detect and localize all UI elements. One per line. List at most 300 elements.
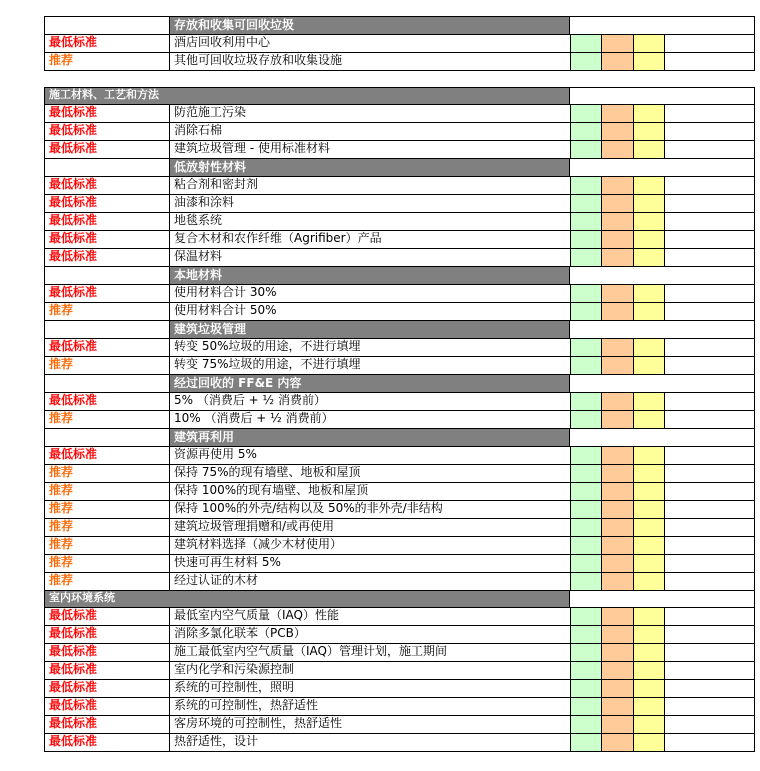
yellow-check-cell[interactable] bbox=[633, 536, 664, 554]
grid-line bbox=[169, 284, 170, 321]
grid-line bbox=[44, 500, 754, 501]
green-check-cell[interactable] bbox=[570, 500, 601, 518]
grid-line bbox=[44, 140, 754, 141]
grid-line bbox=[633, 392, 634, 429]
yellow-check-cell[interactable] bbox=[633, 464, 664, 482]
grid-line bbox=[169, 338, 170, 375]
item-text: 5% （消费后 + ½ 消费前） bbox=[174, 393, 326, 407]
grid-line bbox=[633, 284, 634, 321]
table-row bbox=[0, 52, 760, 70]
green-check-cell[interactable] bbox=[570, 482, 601, 500]
grid-line bbox=[570, 266, 754, 267]
grid-line bbox=[601, 104, 602, 159]
recommended-label: 推荐 bbox=[49, 537, 74, 551]
required-label: 最低标准 bbox=[49, 35, 98, 49]
notes-cell[interactable] bbox=[664, 284, 754, 302]
required-label: 最低标准 bbox=[49, 447, 98, 461]
orange-check-cell[interactable] bbox=[601, 661, 633, 679]
green-check-cell[interactable] bbox=[570, 122, 601, 140]
grid-line bbox=[601, 446, 602, 591]
subsection-header bbox=[0, 320, 760, 338]
grid-line bbox=[44, 104, 754, 105]
yellow-check-cell[interactable] bbox=[633, 356, 664, 374]
orange-check-cell[interactable] bbox=[601, 500, 633, 518]
grid-line bbox=[44, 176, 45, 267]
notes-cell[interactable] bbox=[664, 248, 754, 266]
grid-line bbox=[754, 16, 755, 34]
grid-line bbox=[44, 679, 754, 680]
item-text: 经过认证的木材 bbox=[174, 573, 259, 587]
grid-line bbox=[169, 158, 170, 176]
notes-cell[interactable] bbox=[664, 410, 754, 428]
orange-check-cell[interactable] bbox=[601, 392, 633, 410]
grid-line bbox=[633, 176, 634, 267]
orange-check-cell[interactable] bbox=[601, 536, 633, 554]
required-label: 最低标准 bbox=[49, 105, 98, 119]
grid-line bbox=[44, 607, 45, 752]
yellow-check-cell[interactable] bbox=[633, 643, 664, 661]
green-check-cell[interactable] bbox=[570, 661, 601, 679]
yellow-check-cell[interactable] bbox=[633, 230, 664, 248]
grid-line bbox=[44, 104, 45, 159]
table-row bbox=[0, 500, 760, 518]
grid-line bbox=[664, 338, 665, 375]
notes-cell[interactable] bbox=[664, 554, 754, 572]
item-text: 使用材料合计 50% bbox=[174, 303, 277, 317]
item-text: 油漆和涂料 bbox=[174, 195, 235, 209]
grid-line bbox=[754, 104, 755, 159]
grid-line bbox=[44, 158, 570, 159]
green-check-cell[interactable] bbox=[570, 212, 601, 230]
grid-line bbox=[664, 176, 665, 267]
subsection-header bbox=[0, 158, 760, 176]
grid-line bbox=[44, 482, 754, 483]
orange-check-cell[interactable] bbox=[601, 52, 633, 70]
yellow-check-cell[interactable] bbox=[633, 248, 664, 266]
green-check-cell[interactable] bbox=[570, 536, 601, 554]
orange-check-cell[interactable] bbox=[601, 34, 633, 52]
green-check-cell[interactable] bbox=[570, 230, 601, 248]
green-check-cell[interactable] bbox=[570, 572, 601, 590]
orange-check-cell[interactable] bbox=[601, 679, 633, 697]
green-check-cell[interactable] bbox=[570, 392, 601, 410]
item-text: 保持 100%的外壳/结构以及 50%的非外壳/非结构 bbox=[174, 501, 443, 515]
yellow-check-cell[interactable] bbox=[633, 607, 664, 625]
notes-cell[interactable] bbox=[664, 104, 754, 122]
yellow-check-cell[interactable] bbox=[633, 572, 664, 590]
table-row bbox=[0, 446, 760, 464]
green-check-cell[interactable] bbox=[570, 643, 601, 661]
orange-check-cell[interactable] bbox=[601, 625, 633, 643]
item-text: 室内化学和污染源控制 bbox=[174, 662, 295, 676]
item-text: 消除石棉 bbox=[174, 123, 223, 137]
subsection-title: 建筑再利用 bbox=[169, 428, 570, 446]
yellow-check-cell[interactable] bbox=[633, 661, 664, 679]
notes-cell[interactable] bbox=[664, 482, 754, 500]
grid-line bbox=[44, 733, 754, 734]
grid-line bbox=[754, 34, 755, 71]
yellow-check-cell[interactable] bbox=[633, 122, 664, 140]
grid-line bbox=[633, 104, 634, 159]
required-label: 最低标准 bbox=[49, 141, 98, 155]
table-row bbox=[0, 733, 760, 751]
orange-check-cell[interactable] bbox=[601, 338, 633, 356]
table-row bbox=[0, 34, 760, 52]
yellow-check-cell[interactable] bbox=[633, 446, 664, 464]
orange-check-cell[interactable] bbox=[601, 715, 633, 733]
orange-check-cell[interactable] bbox=[601, 104, 633, 122]
grid-line bbox=[44, 284, 45, 321]
yellow-check-cell[interactable] bbox=[633, 302, 664, 320]
table-row bbox=[0, 679, 760, 697]
table-row bbox=[0, 356, 760, 374]
item-text: 粘合剂和密封剂 bbox=[174, 177, 259, 191]
orange-check-cell[interactable] bbox=[601, 230, 633, 248]
green-check-cell[interactable] bbox=[570, 176, 601, 194]
grid-line bbox=[44, 607, 754, 608]
yellow-check-cell[interactable] bbox=[633, 715, 664, 733]
grid-line bbox=[44, 518, 754, 519]
grid-line bbox=[570, 158, 754, 159]
table-row bbox=[0, 661, 760, 679]
recommended-label: 推荐 bbox=[49, 53, 74, 67]
item-text: 地毯系统 bbox=[174, 213, 223, 227]
green-check-cell[interactable] bbox=[570, 554, 601, 572]
green-check-cell[interactable] bbox=[570, 356, 601, 374]
green-check-cell[interactable] bbox=[570, 625, 601, 643]
grid-line bbox=[601, 392, 602, 429]
recommended-label: 推荐 bbox=[49, 483, 74, 497]
orange-check-cell[interactable] bbox=[601, 572, 633, 590]
orange-check-cell[interactable] bbox=[601, 248, 633, 266]
grid-line bbox=[44, 266, 570, 267]
orange-check-cell[interactable] bbox=[601, 302, 633, 320]
grid-line bbox=[44, 428, 45, 446]
required-label: 最低标准 bbox=[49, 177, 98, 191]
required-label: 最低标准 bbox=[49, 231, 98, 245]
green-check-cell[interactable] bbox=[570, 194, 601, 212]
orange-check-cell[interactable] bbox=[601, 554, 633, 572]
grid-line bbox=[44, 176, 754, 177]
table-row bbox=[0, 140, 760, 158]
table-row bbox=[0, 554, 760, 572]
notes-cell[interactable] bbox=[664, 140, 754, 158]
section-header bbox=[0, 87, 760, 104]
required-label: 最低标准 bbox=[49, 698, 98, 712]
green-check-cell[interactable] bbox=[570, 140, 601, 158]
item-text: 建筑材料选择（减少木材使用） bbox=[174, 537, 343, 551]
grid-line bbox=[44, 590, 570, 591]
item-text: 酒店回收利用中心 bbox=[174, 35, 271, 49]
yellow-check-cell[interactable] bbox=[633, 212, 664, 230]
item-text: 防范施工污染 bbox=[174, 105, 247, 119]
notes-cell[interactable] bbox=[664, 176, 754, 194]
grid-line bbox=[169, 428, 170, 446]
orange-check-cell[interactable] bbox=[601, 122, 633, 140]
notes-cell[interactable] bbox=[664, 338, 754, 356]
grid-line bbox=[44, 158, 45, 176]
green-check-cell[interactable] bbox=[570, 679, 601, 697]
table-row bbox=[0, 104, 760, 122]
grid-line bbox=[44, 320, 570, 321]
grid-line bbox=[169, 34, 170, 71]
orange-check-cell[interactable] bbox=[601, 284, 633, 302]
notes-cell[interactable] bbox=[664, 643, 754, 661]
table-row bbox=[0, 122, 760, 140]
yellow-check-cell[interactable] bbox=[633, 625, 664, 643]
grid-line bbox=[570, 446, 571, 591]
grid-line bbox=[570, 104, 571, 159]
grid-line bbox=[169, 374, 170, 392]
table-row bbox=[0, 284, 760, 302]
grid-line bbox=[664, 104, 665, 159]
grid-line bbox=[44, 34, 754, 35]
yellow-check-cell[interactable] bbox=[633, 52, 664, 70]
green-check-cell[interactable] bbox=[570, 248, 601, 266]
green-check-cell[interactable] bbox=[570, 715, 601, 733]
item-text: 施工最低室内空气质量（IAQ）管理计划，施工期间 bbox=[174, 644, 447, 658]
yellow-check-cell[interactable] bbox=[633, 410, 664, 428]
green-check-cell[interactable] bbox=[570, 464, 601, 482]
notes-cell[interactable] bbox=[664, 697, 754, 715]
notes-cell[interactable] bbox=[664, 230, 754, 248]
subsection-title: 经过回收的 FF&E 内容 bbox=[169, 374, 570, 392]
required-label: 最低标准 bbox=[49, 662, 98, 676]
grid-line bbox=[754, 320, 755, 338]
grid-line bbox=[44, 464, 754, 465]
section-header bbox=[0, 590, 760, 607]
grid-line bbox=[570, 284, 571, 321]
green-check-cell[interactable] bbox=[570, 410, 601, 428]
green-check-cell[interactable] bbox=[570, 302, 601, 320]
grid-line bbox=[569, 374, 570, 392]
grid-line bbox=[169, 16, 170, 34]
notes-cell[interactable] bbox=[664, 464, 754, 482]
table-row bbox=[0, 643, 760, 661]
grid-line bbox=[601, 338, 602, 375]
grid-line bbox=[44, 590, 45, 607]
recommended-label: 推荐 bbox=[49, 519, 74, 533]
table-row bbox=[0, 518, 760, 536]
grid-line bbox=[44, 52, 754, 53]
orange-check-cell[interactable] bbox=[601, 176, 633, 194]
grid-line bbox=[44, 320, 45, 338]
grid-line bbox=[44, 446, 754, 447]
grid-line bbox=[754, 446, 755, 591]
grid-line bbox=[44, 87, 45, 104]
required-label: 最低标准 bbox=[49, 734, 98, 748]
grid-line bbox=[44, 338, 754, 339]
grid-line bbox=[664, 607, 665, 752]
grid-line bbox=[44, 751, 754, 752]
notes-cell[interactable] bbox=[664, 661, 754, 679]
item-text: 资源再使用 5% bbox=[174, 447, 257, 461]
required-label: 最低标准 bbox=[49, 123, 98, 137]
grid-line bbox=[569, 320, 570, 338]
orange-check-cell[interactable] bbox=[601, 733, 633, 751]
grid-line bbox=[44, 697, 754, 698]
orange-check-cell[interactable] bbox=[601, 697, 633, 715]
notes-cell[interactable] bbox=[664, 679, 754, 697]
grid-line bbox=[754, 284, 755, 321]
required-label: 最低标准 bbox=[49, 285, 98, 299]
notes-cell[interactable] bbox=[664, 52, 754, 70]
notes-cell[interactable] bbox=[664, 392, 754, 410]
grid-line bbox=[44, 392, 45, 429]
orange-check-cell[interactable] bbox=[601, 140, 633, 158]
grid-line bbox=[570, 34, 571, 71]
grid-line bbox=[754, 176, 755, 267]
green-check-cell[interactable] bbox=[570, 446, 601, 464]
yellow-check-cell[interactable] bbox=[633, 554, 664, 572]
orange-check-cell[interactable] bbox=[601, 482, 633, 500]
required-label: 最低标准 bbox=[49, 213, 98, 227]
grid-line bbox=[44, 16, 45, 34]
yellow-check-cell[interactable] bbox=[633, 338, 664, 356]
green-check-cell[interactable] bbox=[570, 607, 601, 625]
grid-line bbox=[569, 87, 570, 104]
grid-line bbox=[44, 284, 754, 285]
item-text: 保温材料 bbox=[174, 249, 223, 263]
required-label: 最低标准 bbox=[49, 608, 98, 622]
grid-line bbox=[44, 643, 754, 644]
notes-cell[interactable] bbox=[664, 302, 754, 320]
grid-line bbox=[570, 338, 571, 375]
yellow-check-cell[interactable] bbox=[633, 176, 664, 194]
item-text: 转变 50%垃圾的用途，不进行填埋 bbox=[174, 339, 361, 353]
grid-line bbox=[44, 70, 754, 71]
yellow-check-cell[interactable] bbox=[633, 482, 664, 500]
notes-cell[interactable] bbox=[664, 607, 754, 625]
notes-cell[interactable] bbox=[664, 518, 754, 536]
grid-line bbox=[569, 590, 570, 607]
grid-line bbox=[664, 392, 665, 429]
section-title: 施工材料、工艺和方法 bbox=[44, 87, 570, 104]
recommended-label: 推荐 bbox=[49, 501, 74, 515]
subsection-title: 本地材料 bbox=[169, 266, 570, 284]
notes-cell[interactable] bbox=[664, 625, 754, 643]
green-check-cell[interactable] bbox=[570, 34, 601, 52]
grid-line bbox=[44, 428, 570, 429]
grid-line bbox=[754, 392, 755, 429]
grid-line bbox=[601, 34, 602, 71]
grid-line bbox=[570, 607, 571, 752]
yellow-check-cell[interactable] bbox=[633, 392, 664, 410]
yellow-check-cell[interactable] bbox=[633, 104, 664, 122]
yellow-check-cell[interactable] bbox=[633, 140, 664, 158]
grid-line bbox=[569, 266, 570, 284]
yellow-check-cell[interactable] bbox=[633, 733, 664, 751]
orange-check-cell[interactable] bbox=[601, 410, 633, 428]
grid-line bbox=[44, 374, 570, 375]
table-row bbox=[0, 212, 760, 230]
table-row bbox=[0, 572, 760, 590]
grid-line bbox=[754, 374, 755, 392]
grid-line bbox=[601, 607, 602, 752]
subsection-header bbox=[0, 428, 760, 446]
recommended-label: 推荐 bbox=[49, 357, 74, 371]
green-check-cell[interactable] bbox=[570, 518, 601, 536]
notes-cell[interactable] bbox=[664, 572, 754, 590]
yellow-check-cell[interactable] bbox=[633, 697, 664, 715]
table-row bbox=[0, 536, 760, 554]
notes-cell[interactable] bbox=[664, 446, 754, 464]
grid-line bbox=[601, 176, 602, 267]
orange-check-cell[interactable] bbox=[601, 643, 633, 661]
grid-line bbox=[569, 428, 570, 446]
grid-line bbox=[570, 392, 571, 429]
orange-check-cell[interactable] bbox=[601, 607, 633, 625]
grid-line bbox=[44, 661, 754, 662]
table-row bbox=[0, 697, 760, 715]
yellow-check-cell[interactable] bbox=[633, 500, 664, 518]
orange-check-cell[interactable] bbox=[601, 464, 633, 482]
yellow-check-cell[interactable] bbox=[633, 194, 664, 212]
orange-check-cell[interactable] bbox=[601, 518, 633, 536]
notes-cell[interactable] bbox=[664, 733, 754, 751]
item-text: 系统的可控制性，照明 bbox=[174, 680, 295, 694]
notes-cell[interactable] bbox=[664, 194, 754, 212]
notes-cell[interactable] bbox=[664, 212, 754, 230]
green-check-cell[interactable] bbox=[570, 697, 601, 715]
grid-line bbox=[44, 87, 570, 88]
orange-check-cell[interactable] bbox=[601, 212, 633, 230]
grid-line bbox=[570, 590, 754, 591]
required-label: 最低标准 bbox=[49, 195, 98, 209]
notes-cell[interactable] bbox=[664, 536, 754, 554]
green-check-cell[interactable] bbox=[570, 104, 601, 122]
grid-line bbox=[754, 87, 755, 104]
grid-line bbox=[169, 104, 170, 159]
grid-line bbox=[44, 248, 754, 249]
green-check-cell[interactable] bbox=[570, 52, 601, 70]
orange-check-cell[interactable] bbox=[601, 446, 633, 464]
notes-cell[interactable] bbox=[664, 34, 754, 52]
required-label: 最低标准 bbox=[49, 626, 98, 640]
item-text: 消除多氯化联苯（PCB） bbox=[174, 626, 306, 640]
subsection-header bbox=[0, 16, 760, 34]
grid-line bbox=[633, 607, 634, 752]
table-row bbox=[0, 715, 760, 733]
orange-check-cell[interactable] bbox=[601, 194, 633, 212]
green-check-cell[interactable] bbox=[570, 284, 601, 302]
notes-cell[interactable] bbox=[664, 715, 754, 733]
grid-line bbox=[169, 320, 170, 338]
required-label: 最低标准 bbox=[49, 644, 98, 658]
green-check-cell[interactable] bbox=[570, 733, 601, 751]
notes-cell[interactable] bbox=[664, 122, 754, 140]
green-check-cell[interactable] bbox=[570, 338, 601, 356]
notes-cell[interactable] bbox=[664, 356, 754, 374]
orange-check-cell[interactable] bbox=[601, 356, 633, 374]
yellow-check-cell[interactable] bbox=[633, 679, 664, 697]
grid-line bbox=[633, 338, 634, 375]
table-row bbox=[0, 392, 760, 410]
notes-cell[interactable] bbox=[664, 500, 754, 518]
subsection-title: 存放和收集可回收垃圾 bbox=[169, 16, 570, 34]
yellow-check-cell[interactable] bbox=[633, 518, 664, 536]
table-row bbox=[0, 482, 760, 500]
required-label: 最低标准 bbox=[49, 393, 98, 407]
required-label: 最低标准 bbox=[49, 339, 98, 353]
yellow-check-cell[interactable] bbox=[633, 284, 664, 302]
grid-line bbox=[44, 446, 45, 591]
grid-line bbox=[44, 392, 754, 393]
yellow-check-cell[interactable] bbox=[633, 34, 664, 52]
table-row bbox=[0, 625, 760, 643]
item-text: 其他可回收垃圾存放和收集设施 bbox=[174, 53, 343, 67]
grid-line bbox=[44, 410, 754, 411]
